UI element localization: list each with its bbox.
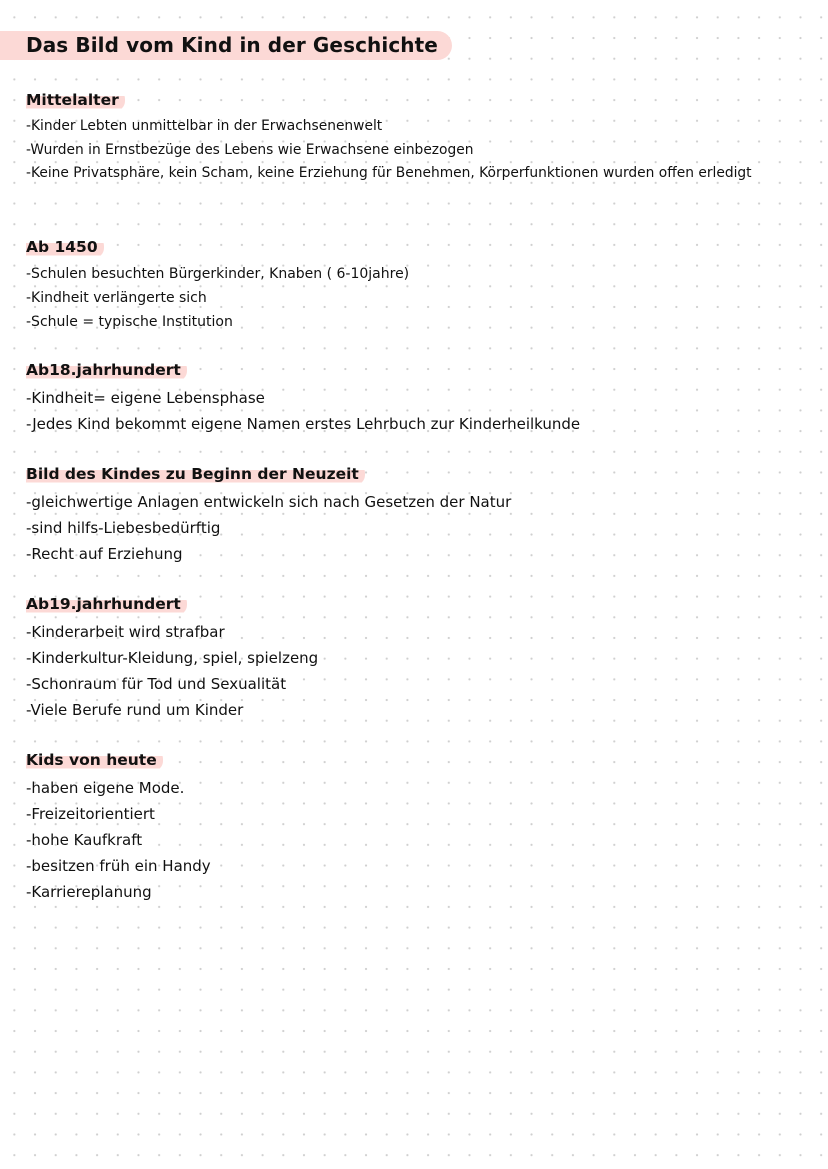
section-heading: Ab19.jahrhundert <box>26 593 187 615</box>
list-item: -gleichwertige Anlagen entwickeln sich nach Gesetzen der Natur <box>26 493 512 511</box>
section-heading: Ab18.jahrhundert <box>26 359 187 381</box>
list-item: -Karriereplanung <box>26 883 152 901</box>
section-heading: Kids von heute <box>26 749 163 771</box>
list-item: -Kindheit verlängerte sich <box>26 290 207 306</box>
section-kids-von-heute <box>26 749 806 905</box>
section-19-jahrhundert <box>26 593 806 723</box>
list-item: -Keine Privatsphäre, kein Scham, keine Erziehung für Benehmen, Körperfunktionen wurden offen erledigt <box>26 165 752 181</box>
list-item: -Kindheit= eigene Lebensphase <box>26 389 265 407</box>
list-item: -Viele Berufe rund um Kinder <box>26 701 244 719</box>
page-title: Das Bild vom Kind in der Geschichte <box>0 31 452 60</box>
section-mittelalter <box>26 89 806 186</box>
list-item: -Schulen besuchten Bürgerkinder, Knaben ( 6-10jahre) <box>26 266 410 282</box>
section-heading: Ab 1450 <box>26 236 104 258</box>
section-18-jahrhundert <box>26 359 806 437</box>
list-item: -Schonraum für Tod und Sexualität <box>26 675 287 693</box>
list-item: -sind hilfs-Liebesbedürftig <box>26 519 221 537</box>
list-item: -Kinder Lebten unmittelbar in der Erwachsenenwelt <box>26 118 383 134</box>
list-item: -hohe Kaufkraft <box>26 831 143 849</box>
list-item: -Kinderkultur-Kleidung, spiel, spielzeng <box>26 649 319 667</box>
list-item: -Wurden in Ernstbezüge des Lebens wie Erwachsene einbezogen <box>26 141 474 158</box>
list-item: -Schule = typische Institution <box>26 314 233 330</box>
list-item: -besitzen früh ein Handy <box>26 857 211 875</box>
list-item: -Jedes Kind bekommt eigene Namen erstes Lehrbuch zur Kinderheilkunde <box>26 415 581 433</box>
list-item: -Kinderarbeit wird strafbar <box>26 623 225 641</box>
list-item: -Freizeitorientiert <box>26 805 155 823</box>
section-heading: Bild des Kindes zu Beginn der Neuzeit <box>26 463 365 485</box>
section-heading: Mittelalter <box>26 89 125 111</box>
list-item: -Recht auf Erziehung <box>26 545 183 563</box>
section-neuzeit <box>26 463 806 567</box>
section-ab-1450 <box>26 236 806 334</box>
list-item: -haben eigene Mode. <box>26 779 185 797</box>
